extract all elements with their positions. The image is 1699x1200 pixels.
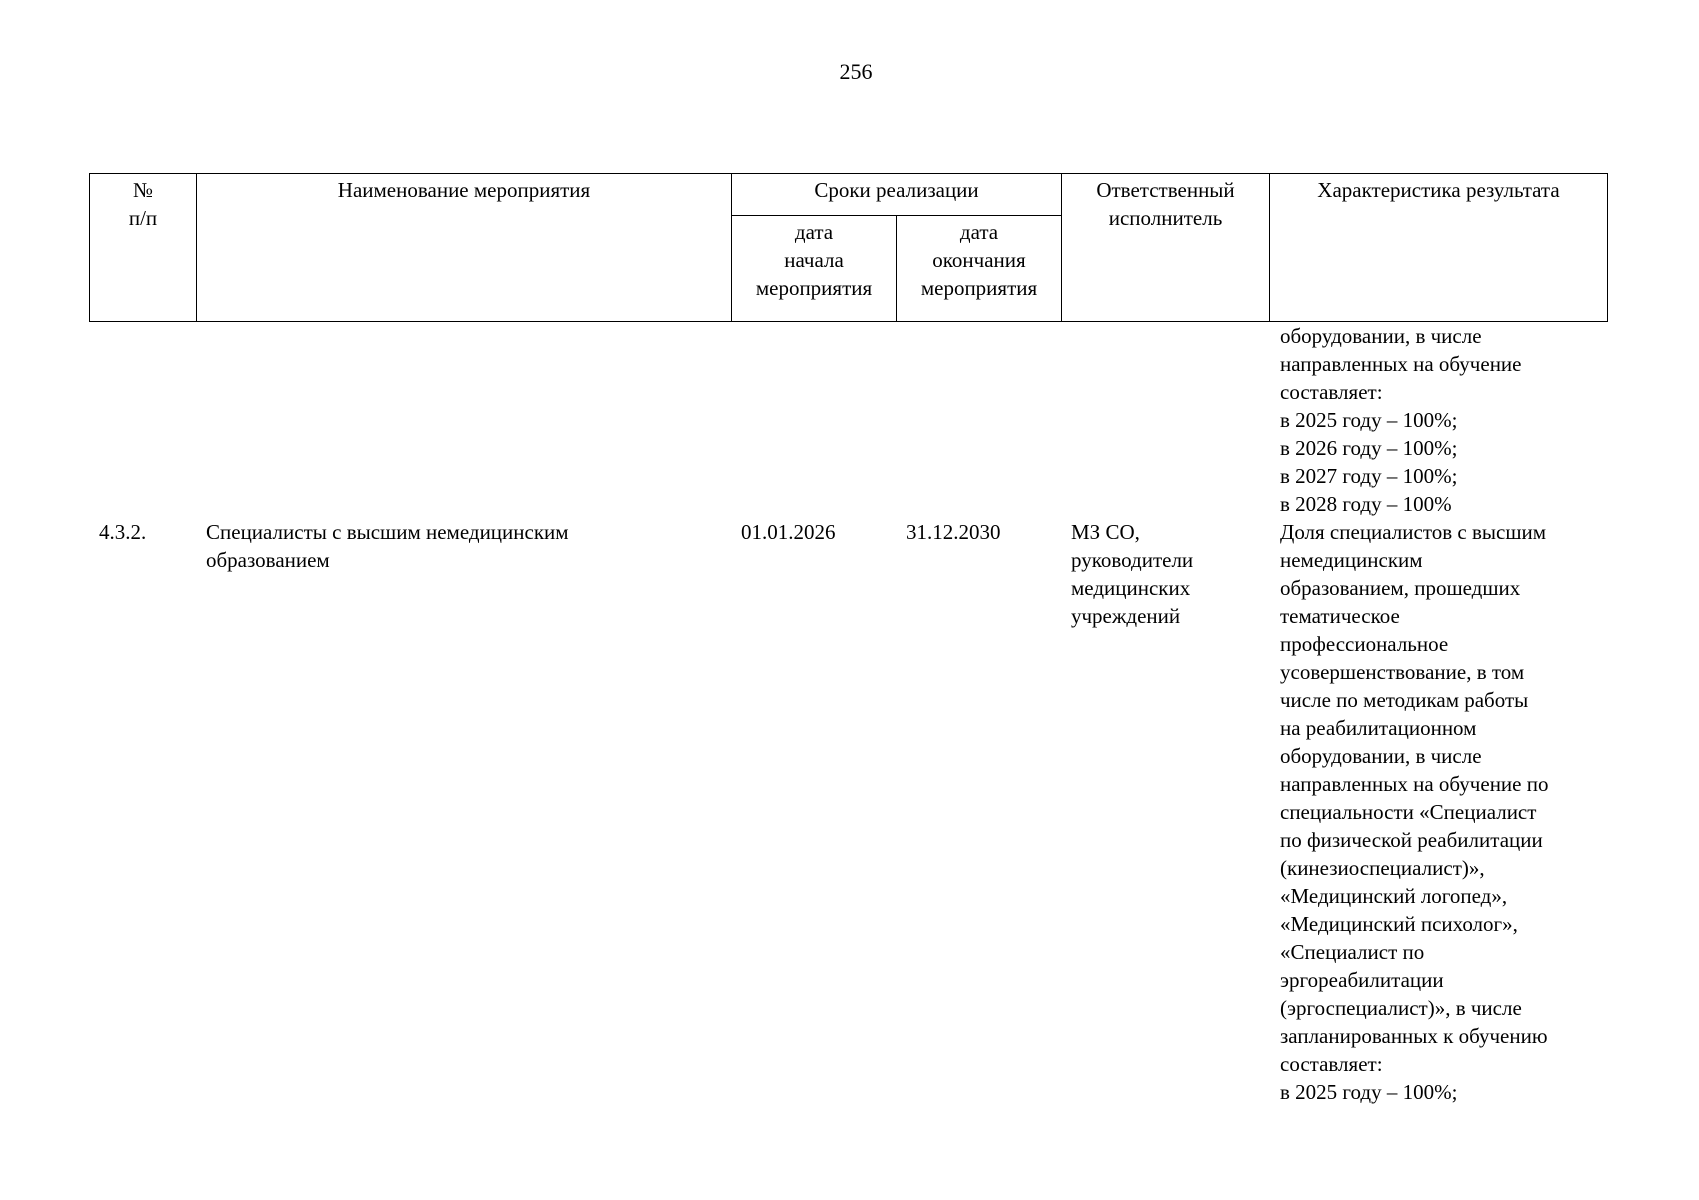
result-line: (кинезиоспециалист)»,: [1280, 856, 1485, 880]
continuation-line: направленных на обучение: [1280, 352, 1522, 376]
header-result: Характеристика результата: [1270, 174, 1608, 322]
result-line: направленных на обучение по: [1280, 772, 1549, 796]
result-line: тематическое: [1280, 604, 1400, 628]
result-line: числе по методикам работы: [1280, 688, 1529, 712]
result-line: по физической реабилитации: [1280, 828, 1543, 852]
continuation-line: в 2026 году – 100%;: [1280, 436, 1458, 460]
result-line: запланированных к обучению: [1280, 1024, 1548, 1048]
start-date: 01.01.2026: [741, 520, 836, 544]
result-line: усовершенствование, в том: [1280, 660, 1525, 684]
result-line: «Медицинский логопед»,: [1280, 884, 1508, 908]
result-column: [1280, 322, 1610, 1106]
header-start-date: дата начала мероприятия: [732, 216, 897, 322]
continuation-line: в 2025 году – 100%;: [1280, 408, 1458, 432]
continuation-line: в 2027 году – 100%;: [1280, 464, 1458, 488]
result-line: Доля специалистов с высшим: [1280, 520, 1547, 544]
result-line: оборудовании, в числе: [1280, 744, 1482, 768]
responsible-executor: МЗ СО, руководители медицинских учреждений: [1071, 520, 1194, 628]
result-line: образованием, прошедших: [1280, 576, 1521, 600]
row-number: 4.3.2.: [99, 520, 147, 544]
continuation-line: составляет:: [1280, 380, 1383, 404]
result-line: «Специалист по: [1280, 940, 1425, 964]
result-line: составляет:: [1280, 1052, 1383, 1076]
end-date: 31.12.2030: [906, 520, 1001, 544]
continuation-line: оборудовании, в числе: [1280, 324, 1482, 348]
result-line: «Медицинский психолог»,: [1280, 912, 1518, 936]
result-line: эргореабилитации: [1280, 968, 1444, 992]
continuation-line: в 2028 году – 100%: [1280, 492, 1452, 516]
result-line: на реабилитационном: [1280, 716, 1477, 740]
result-line: немедицинским: [1280, 548, 1423, 572]
header-responsible: Ответственный исполнитель: [1062, 174, 1270, 322]
table-header: [89, 173, 1608, 322]
event-name: Специалисты с высшим немедицинским образованием: [206, 520, 569, 572]
result-line: в 2025 году – 100%;: [1280, 1080, 1458, 1104]
result-line: профессиональное: [1280, 632, 1449, 656]
header-end-date: дата окончания мероприятия: [897, 216, 1062, 322]
header-name: Наименование мероприятия: [197, 174, 732, 322]
page-number: 256: [839, 59, 873, 84]
result-line: (эргоспециалист)», в числе: [1280, 996, 1522, 1020]
header-number: № п/п: [90, 174, 197, 322]
result-line: специальности «Специалист: [1280, 800, 1537, 824]
header-terms: Сроки реализации: [732, 174, 1062, 216]
